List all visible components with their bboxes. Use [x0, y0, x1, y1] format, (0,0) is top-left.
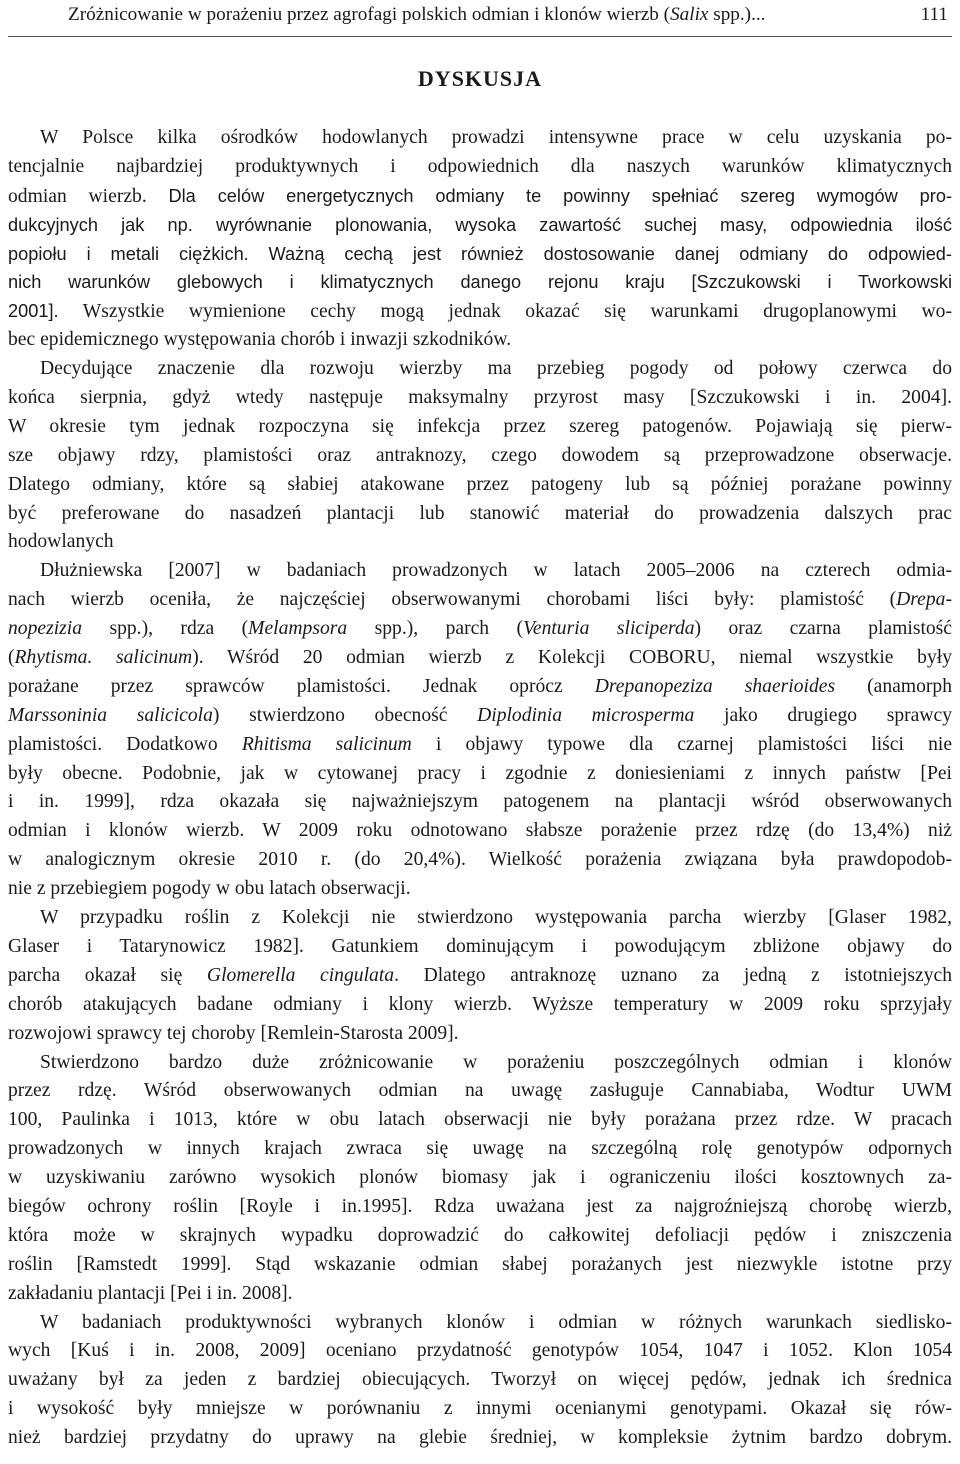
text-line: końca sierpnia, gdyż wtedy następuje maksymalny przyrost masy [Szczukowski i in. 2004].	[8, 387, 952, 409]
text-line: W okresie tym jednak rozpoczyna się infekcja przez szereg patogenów. Pojawiają się pierw-	[8, 415, 952, 437]
text-line: nopezizia spp.), rdza (Melampsora spp.), parch (Venturia sliciperda) oraz czarna plamistość	[8, 618, 953, 640]
text-line: W badaniach produktywności wybranych klonów i odmian w różnych warunkach siedlisko-	[40, 1311, 952, 1333]
text-line: porażane przez sprawców plamistości. Jednak oprócz Drepanopeziza shaerioides (anamorph	[8, 675, 953, 697]
page-number: 111	[920, 4, 948, 25]
text-line: (Rhytisma. salicinum). Wśród 20 odmian wierzb z Kolekcji COBORU, niemal wszystkie były	[8, 647, 952, 669]
text-line: rozwojowi sprawcy tej choroby [Remlein-Starosta 2009].	[8, 1022, 459, 1044]
text-line: tencjalnie najbardziej produktywnych i odpowiednich dla naszych warunków klimatycznych	[8, 155, 952, 177]
text-line: bec epidemicznego występowania chorób i inwazji szkodników.	[8, 329, 512, 351]
text-line: Dłużniewska [2007] w badaniach prowadzonych w latach 2005–2006 na czterech odmia-	[40, 560, 952, 582]
text-line: Decydujące znaczenie dla rozwoju wierzby ma przebieg pogody od połowy czerwca do	[40, 358, 952, 380]
text-line: nie z przebiegiem pogody w obu latach obserwacji.	[8, 878, 411, 900]
section-heading: DYSKUSJA	[417, 66, 543, 91]
text-line: hodowlanych	[8, 531, 114, 553]
text-line: biegów ochrony roślin [Royle i in.1995]. Rdza uważana jest za najgroźniejszą chorobę wierzb,	[8, 1195, 952, 1217]
text-line: W przypadku roślin z Kolekcji nie stwierdzono występowania parcha wierzby [Glaser 1982,	[40, 907, 952, 929]
text-line: chorób atakujących badane odmiany i klony wierzb. Wyższe temperatury w 2009 roku sprzyjały	[8, 993, 952, 1015]
text-line: i in. 1999], rdza okazała się najważniejszym patogenem na plantacji wśród obserwowanych	[8, 791, 952, 813]
text-line: parcha okazał się Glomerella cingulata. Dlatego antraknozę uznano za jedną z istotniejszych	[8, 964, 952, 986]
text-line: sze objawy rdzy, plamistości oraz antraknozy, czego dowodem są przeprowadzone obserwacje.	[8, 444, 952, 466]
text-line: Stwierdzono bardzo duże zróżnicowanie w porażeniu poszczególnych odmian i klonów	[40, 1051, 952, 1073]
text-line: w analogicznym okresie 2010 r. (do 20,4%). Wielkość porażenia związana była prawdopodob-	[8, 849, 952, 871]
text-line: odmian i klonów wierzb. W 2009 roku odnotowano słabsze porażenie przez rdzę (do 13,4%) niż	[8, 820, 952, 842]
text-line: były obecne. Podobnie, jak w cytowanej pracy i zgodnie z doniesieniami z innych państw [Pei	[8, 762, 952, 784]
text-line: Marssoninia salicicola) stwierdzono obecność Diplodinia microsperma jako drugiego sprawcy	[8, 704, 952, 726]
text-line: przez rdzę. Wśród obserwowanych odmian na uwagę zasługuje Cannabiaba, Wodtur UWM	[8, 1080, 952, 1102]
text-line: uważany był za jeden z bardziej obiecujących. Tworzył on więcej pędów, jednak ich średnica	[8, 1369, 952, 1391]
body-text	[8, 124, 952, 1453]
text-line: nich warunków glebowych i klimatycznych danego rejonu kraju [Szczukowski i Tworkowski	[8, 272, 952, 293]
text-line: i wysokość były mniejsze w porównaniu z innymi ocenianymi genotypami. Okazał się rów-	[8, 1398, 952, 1420]
text-line: dukcyjnych jak np. wyrównanie plonowania, wysoka zawartość suchej masy, odpowiednia ilość	[8, 214, 952, 235]
text-line: popiołu i metali ciężkich. Ważną cechą jest również dostosowanie danej odmiany do odpowied-	[8, 243, 952, 264]
running-header	[8, 2, 952, 37]
text-line: roślin [Ramstedt 1999]. Stąd wskazanie odmian słabej porażanych jest niezwykle istotne przy	[8, 1253, 952, 1275]
text-line: wych [Kuś i in. 2008, 2009] oceniano przydatność genotypów 1054, 1047 i 1052. Klon 1054	[8, 1340, 952, 1362]
text-line: nież bardziej przydatny do uprawy na glebie średniej, w kompleksie żytnim bardzo dobrym.	[8, 1427, 952, 1449]
text-line: 2001]. Wszystkie wymienione cechy mogą jednak okazać się warunkami drugoplanowymi wo-	[8, 301, 952, 323]
text-line: Dlatego odmiany, które są słabiej atakowane przez patogeny lub są później porażane powinny	[8, 473, 952, 495]
text-line: być preferowane do nasadzeń plantacji lub stanowić materiał do prowadzenia dalszych prac	[8, 502, 952, 524]
text-line: prowadzonych w innych krajach zwraca się uwagę na szczególną rolę genotypów odpornych	[8, 1138, 952, 1160]
text-line: plamistości. Dodatkowo Rhitisma salicinum i objawy typowe dla czarnej plamistości liści nie	[8, 733, 953, 755]
text-line: odmian wierzb. Dla celów energetycznych odmiany te powinny spełniać szereg wymogów pro-	[8, 185, 953, 207]
text-line: która może w skrajnych wypadku doprowadzić do całkowitej defoliacji pędów i zniszczenia	[8, 1224, 952, 1246]
text-line: 100, Paulinka i 1013, które w obu latach obserwacji nie były porażana przez rdze. W pracach	[8, 1109, 952, 1131]
text-line: nach wierzb oceniła, że najczęściej obserwowanymi chorobami liści były: plamistość (Drepa-	[8, 589, 952, 611]
text-line: Glaser i Tatarynowicz 1982]. Gatunkiem dominującym i powodującym zbliżone objawy do	[8, 935, 952, 957]
text-line: zakładaniu plantacji [Pei i in. 2008].	[8, 1282, 293, 1304]
running-title: Zróżnicowanie w porażeniu przez agrofagi polskich odmian i klonów wierzb (Salix spp.)...	[68, 4, 766, 25]
text-line: w uzyskiwaniu zarówno wysokich plonów biomasy jak i ograniczeniu ilości kosztownych za-	[8, 1167, 952, 1189]
text-line: W Polsce kilka ośrodków hodowlanych prowadzi intensywne prace w celu uzyskania po-	[40, 127, 952, 148]
